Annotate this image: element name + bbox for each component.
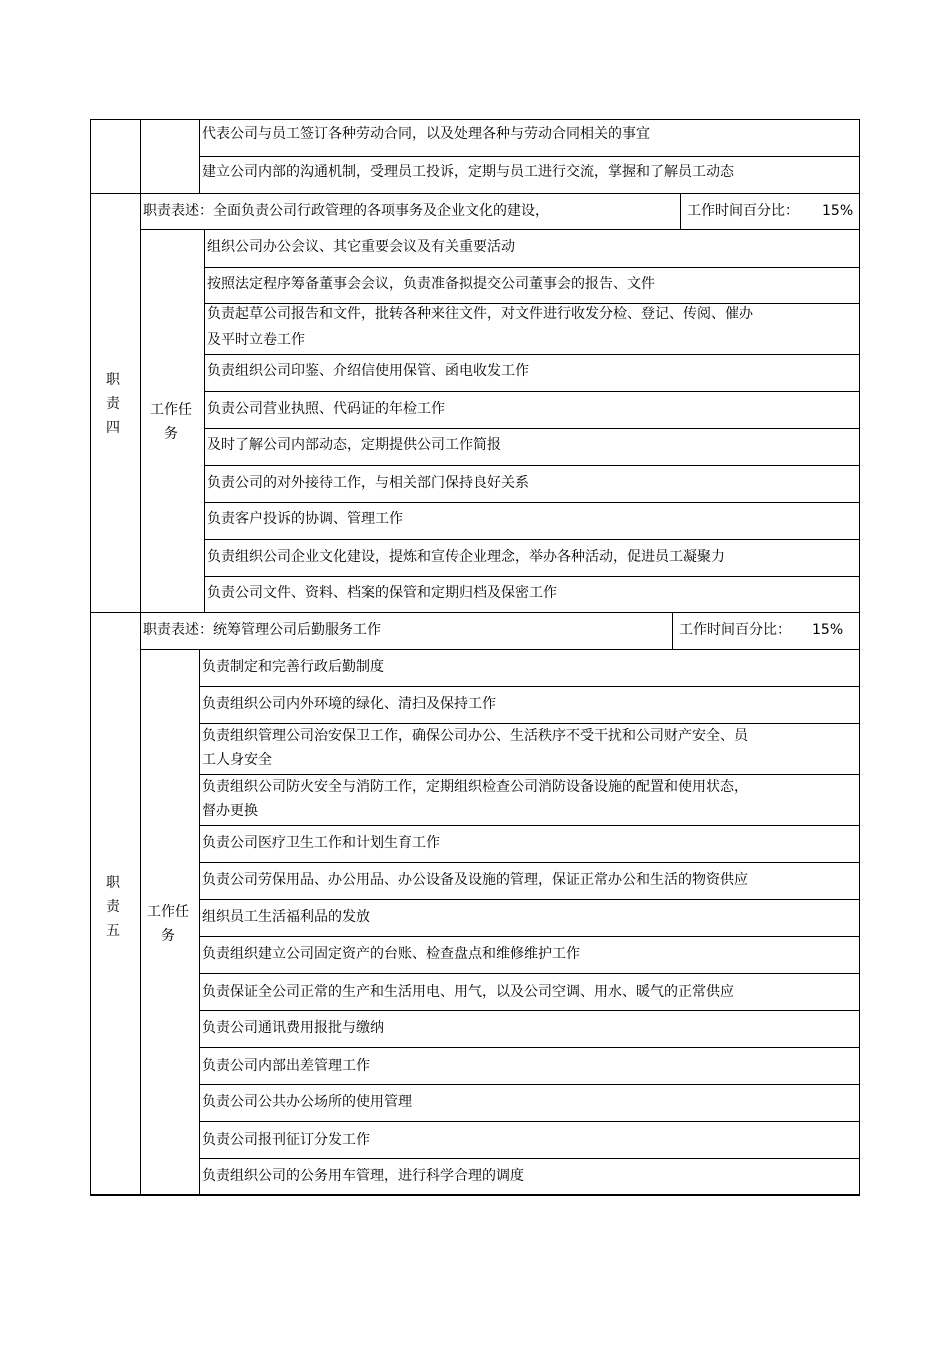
divider bbox=[199, 649, 200, 1195]
task-text: 负责制定和完善行政后勤制度 bbox=[202, 659, 384, 675]
task-text: 负责公司医疗卫生工作和计划生育工作 bbox=[202, 835, 440, 851]
section-label: 职责四 bbox=[106, 372, 120, 436]
task-text: 及平时立卷工作 bbox=[207, 332, 305, 348]
task-text: 负责公司营业执照、代码证的年检工作 bbox=[207, 401, 445, 417]
duty-summary: 职责表述：统筹管理公司后勤服务工作 bbox=[143, 622, 381, 638]
divider bbox=[680, 193, 681, 230]
divider bbox=[140, 612, 141, 1195]
task-text: 组织公司办公会议、其它重要会议及有关重要活动 bbox=[207, 239, 515, 255]
divider bbox=[90, 193, 860, 194]
task-text: 负责组织公司企业文化建设，提炼和宣传企业理念，举办各种活动，促进员工凝聚力 bbox=[207, 549, 725, 565]
task-text: 组织员工生活福利品的发放 bbox=[202, 909, 370, 925]
task-text: 负责公司通讯费用报批与缴纳 bbox=[202, 1020, 384, 1036]
task-text: 负责组织公司印鉴、介绍信使用保管、函电收发工作 bbox=[207, 363, 529, 379]
divider bbox=[90, 612, 860, 613]
task-text: 负责公司的对外接待工作，与相关部门保持良好关系 bbox=[207, 475, 529, 491]
task-text: 代表公司与员工签订各种劳动合同，以及处理各种与劳动合同相关的事宜 bbox=[202, 126, 650, 142]
task-text: 负责客户投诉的协调、管理工作 bbox=[207, 511, 403, 527]
task-text: 建立公司内部的沟通机制，受理员工投诉，定期与员工进行交流，掌握和了解员工动态 bbox=[202, 164, 734, 180]
divider bbox=[204, 539, 860, 540]
divider bbox=[199, 1047, 860, 1048]
task-text: 负责公司公共办公场所的使用管理 bbox=[202, 1094, 412, 1110]
divider bbox=[199, 1084, 860, 1085]
divider bbox=[204, 391, 860, 392]
divider bbox=[140, 119, 141, 194]
table-border-left bbox=[90, 119, 91, 1195]
table-border-right bbox=[859, 119, 860, 1195]
divider bbox=[199, 1158, 860, 1159]
task-text: 负责公司文件、资料、档案的保管和定期归档及保密工作 bbox=[207, 585, 557, 601]
divider bbox=[204, 354, 860, 355]
divider bbox=[204, 502, 860, 503]
task-text: 及时了解公司内部动态，定期提供公司工作简报 bbox=[207, 437, 501, 453]
table-border-top bbox=[90, 119, 860, 120]
duty-summary: 职责表述：全面负责公司行政管理的各项事务及企业文化的建设， bbox=[143, 203, 549, 219]
task-text: 督办更换 bbox=[202, 803, 258, 819]
divider bbox=[140, 229, 860, 230]
divider bbox=[199, 862, 860, 863]
task-text: 负责保证全公司正常的生产和生活用电、用气，以及公司空调、用水、暖气的正常供应 bbox=[202, 984, 734, 1000]
divider bbox=[204, 465, 860, 466]
divider bbox=[199, 825, 860, 826]
task-text: 负责组织建立公司固定资产的台账、检查盘点和维修维护工作 bbox=[202, 946, 580, 962]
task-text: 负责起草公司报告和文件，批转各种来往文件，对文件进行收发分检、登记、传阅、催办 bbox=[207, 306, 753, 322]
task-text: 负责公司劳保用品、办公用品、办公设备及设施的管理，保证正常办公和生活的物资供应 bbox=[202, 872, 748, 888]
divider bbox=[204, 428, 860, 429]
divider bbox=[199, 899, 860, 900]
task-text: 按照法定程序筹备董事会会议，负责准备拟提交公司董事会的报告、文件 bbox=[207, 276, 655, 292]
divider bbox=[199, 1121, 860, 1122]
divider bbox=[672, 612, 673, 650]
divider bbox=[199, 156, 860, 157]
divider bbox=[204, 576, 860, 577]
task-text: 负责公司内部出差管理工作 bbox=[202, 1058, 370, 1074]
divider bbox=[199, 973, 860, 974]
task-text: 工人身安全 bbox=[202, 752, 272, 768]
task-text: 负责公司报刊征订分发工作 bbox=[202, 1132, 370, 1148]
divider bbox=[199, 936, 860, 937]
time-percent-label: 工作时间百分比： bbox=[687, 203, 799, 219]
task-text: 负责组织公司内外环境的绿化、清扫及保持工作 bbox=[202, 696, 496, 712]
task-text: 负责组织管理公司治安保卫工作，确保公司办公、生活秩序不受干扰和公司财产安全、员 bbox=[202, 728, 748, 744]
divider bbox=[140, 193, 141, 613]
task-text: 负责组织公司的公务用车管理，进行科学合理的调度 bbox=[202, 1168, 524, 1184]
section-label: 职责五 bbox=[106, 875, 120, 939]
task-label: 工作任务 bbox=[147, 904, 189, 944]
table-border-bottom bbox=[90, 1194, 860, 1196]
time-percent-value: 15% bbox=[822, 203, 854, 219]
divider bbox=[204, 267, 860, 268]
divider bbox=[199, 1010, 860, 1011]
task-text: 负责组织公司防火安全与消防工作，定期组织检查公司消防设备设施的配置和使用状态， bbox=[202, 779, 748, 795]
divider bbox=[199, 686, 860, 687]
task-label: 工作任务 bbox=[150, 402, 192, 442]
divider bbox=[204, 229, 205, 613]
time-percent-label: 工作时间百分比： bbox=[679, 622, 791, 638]
time-percent-value: 15% bbox=[812, 622, 844, 638]
divider bbox=[140, 649, 860, 650]
